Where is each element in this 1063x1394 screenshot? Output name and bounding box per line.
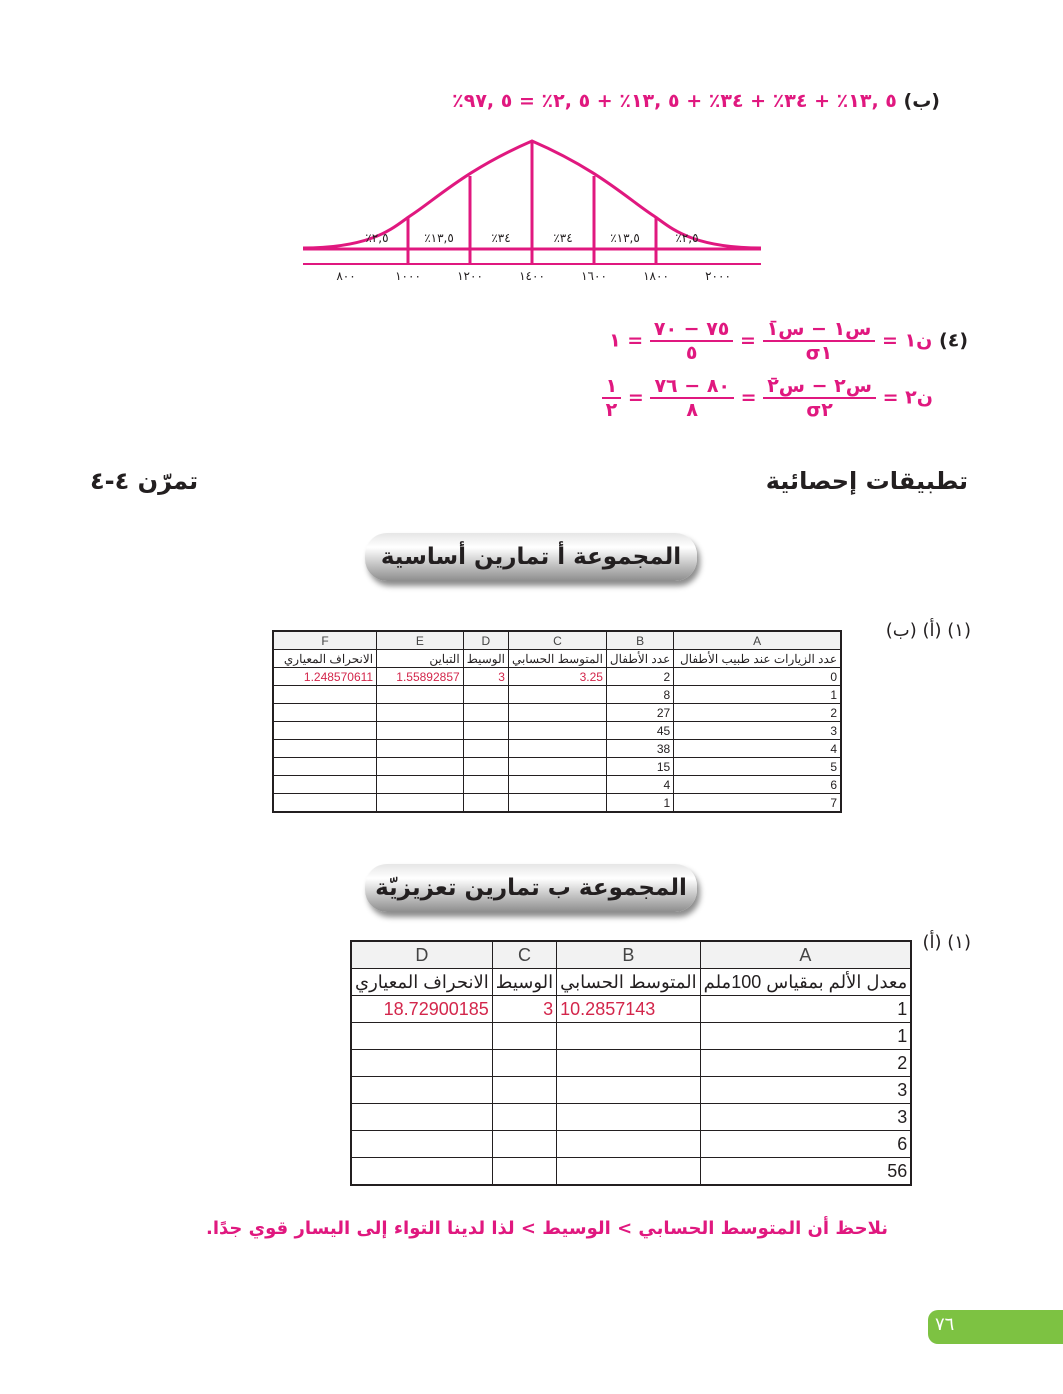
col-letter-A[interactable]: A <box>700 941 911 969</box>
z1-sub-denominator: ٥ <box>685 342 698 364</box>
z1-sub-numerator: ٧٥ − ٧٠ <box>650 318 734 342</box>
table-row <box>273 686 841 704</box>
table-row <box>273 758 841 776</box>
table-row <box>351 1023 911 1050</box>
table-row <box>351 1158 911 1186</box>
bell-segment-label: ٪٣٤ <box>553 231 573 245</box>
cell-A[interactable]: 1 <box>674 686 841 704</box>
cell-median[interactable]: 3 <box>463 668 508 686</box>
cell-empty[interactable] <box>273 686 377 704</box>
col-letter-F[interactable]: F <box>273 631 377 650</box>
cell-empty[interactable] <box>557 1023 700 1050</box>
z2-numerator: س٢ − س̄٢ <box>763 375 876 399</box>
cell-empty[interactable] <box>351 1077 492 1104</box>
col-letter-B[interactable]: B <box>606 631 673 650</box>
z2-result-fraction <box>602 375 622 421</box>
header-mean[interactable]: المتوسط الحسابي <box>557 969 700 996</box>
z2-result-numerator: ١ <box>602 375 622 399</box>
column-letters-row <box>273 631 841 650</box>
z1-numerator: س١ − س̄١ <box>763 318 876 342</box>
bell-segment-label: ٪٢,٥ <box>365 231 389 245</box>
item4-label: (٤) <box>939 329 968 352</box>
z2-fraction <box>763 375 876 421</box>
exercise-label: تمرّن ٤-٤ <box>90 467 199 495</box>
cell-empty[interactable] <box>351 1104 492 1131</box>
cell-B[interactable]: 4 <box>606 776 673 794</box>
table-row <box>273 794 841 813</box>
cell-empty[interactable] <box>463 794 508 813</box>
cell-empty[interactable] <box>492 1050 556 1077</box>
cell-empty[interactable] <box>463 776 508 794</box>
cell-A[interactable]: 6 <box>674 776 841 794</box>
bell-axis-tick-label: ١٠٠٠ <box>395 269 421 283</box>
cell-empty[interactable] <box>351 1050 492 1077</box>
cell-A[interactable]: 0 <box>674 668 841 686</box>
column-letters-row <box>351 941 911 969</box>
z2-denominator: σ٢ <box>806 399 833 421</box>
cell-empty[interactable] <box>508 704 606 722</box>
cell-empty[interactable] <box>273 722 377 740</box>
table-row <box>273 776 841 794</box>
cell-empty[interactable] <box>557 1077 700 1104</box>
cell-std-dev[interactable]: 18.72900185 <box>351 996 492 1023</box>
cell-empty[interactable] <box>377 722 464 740</box>
col-letter-B[interactable]: B <box>557 941 700 969</box>
header-mean[interactable]: المتوسط الحسابي <box>508 650 606 668</box>
cell-A[interactable]: 1 <box>700 1023 911 1050</box>
cell-mean[interactable]: 3.25 <box>508 668 606 686</box>
cell-A[interactable]: 56 <box>700 1158 911 1186</box>
cell-empty[interactable] <box>557 1104 700 1131</box>
group-a-banner: المجموعة أ تمارين أساسية <box>365 533 697 581</box>
table-row <box>351 1104 911 1131</box>
z1-denominator: σ١ <box>805 342 833 364</box>
cell-empty[interactable] <box>463 686 508 704</box>
cell-empty[interactable] <box>492 1158 556 1186</box>
cell-A[interactable]: 1 <box>700 996 911 1023</box>
cell-empty[interactable] <box>377 686 464 704</box>
header-visits[interactable]: عدد الزيارات عند طبيب الأطفال <box>674 650 841 668</box>
header-median[interactable]: الوسيط <box>492 969 556 996</box>
cell-empty[interactable] <box>351 1158 492 1186</box>
bell-axis-tick-label: ١٤٠٠ <box>519 269 545 283</box>
bell-segment-label: ٪٣٤ <box>491 231 511 245</box>
cell-empty[interactable] <box>557 1050 700 1077</box>
cell-B[interactable]: 1 <box>606 794 673 813</box>
header-row <box>351 969 911 996</box>
section-title: تطبيقات إحصائية <box>765 467 968 495</box>
spreadsheet-group-b <box>350 940 912 1186</box>
bell-axis-tick-label: ٢٠٠٠ <box>705 269 731 283</box>
z2-lhs: ن٢ = <box>882 386 933 409</box>
cell-A[interactable]: 3 <box>700 1077 911 1104</box>
equals-sign: = <box>740 329 756 352</box>
cell-empty[interactable] <box>492 1023 556 1050</box>
header-children-count[interactable]: عدد الأطفال <box>606 650 673 668</box>
header-std-dev[interactable]: الانحراف المعياري <box>273 650 377 668</box>
group-a-item-label: (١) (أ) (ب) <box>885 620 971 641</box>
header-pain-rate[interactable]: معدل الألم بمقياس 100ملم <box>700 969 911 996</box>
group-b-banner: المجموعة ب تمارين تعزيزيّة <box>365 864 697 912</box>
header-variance[interactable]: التباين <box>377 650 464 668</box>
cell-empty[interactable] <box>557 1158 700 1186</box>
z1-sub-fraction <box>650 318 734 364</box>
cell-empty[interactable] <box>273 776 377 794</box>
z-score-formula-2 <box>602 375 933 421</box>
cell-empty[interactable] <box>351 1023 492 1050</box>
cell-empty[interactable] <box>463 704 508 722</box>
cell-empty[interactable] <box>492 1077 556 1104</box>
bell-axis-tick-label: ١٦٠٠ <box>581 269 607 283</box>
skewness-note: نلاحظ أن المتوسط الحسابي > الوسيط > لذا لدينا التواء إلى اليسار قوي جدًا. <box>205 1218 888 1239</box>
cell-empty[interactable] <box>377 758 464 776</box>
part-b-percent-sum: ٥ ,١٣٪ + ٣٤٪ + ٣٤٪ + ٥ ,١٣٪ + ٥ ,٢٪ = ٥ ,٩٧٪ <box>452 90 897 112</box>
cell-A[interactable]: 3 <box>674 722 841 740</box>
cell-A[interactable]: 7 <box>674 794 841 813</box>
z2-sub-numerator: ٨٠ − ٧٦ <box>650 375 734 399</box>
equals-sign: = <box>740 386 757 409</box>
cell-empty[interactable] <box>377 704 464 722</box>
equals-sign: = <box>627 386 644 409</box>
cell-A[interactable]: 5 <box>674 758 841 776</box>
cell-empty[interactable] <box>273 758 377 776</box>
z-score-formula-1 <box>609 318 968 364</box>
cell-empty[interactable] <box>463 740 508 758</box>
cell-B[interactable]: 8 <box>606 686 673 704</box>
cell-empty[interactable] <box>492 1131 556 1158</box>
cell-empty[interactable] <box>508 686 606 704</box>
normal-distribution-curve <box>295 130 765 285</box>
cell-std-dev[interactable]: 1.248570611 <box>273 668 377 686</box>
col-letter-C[interactable]: C <box>508 631 606 650</box>
cell-empty[interactable] <box>557 1131 700 1158</box>
cell-empty[interactable] <box>463 758 508 776</box>
bell-segment-label: ٪٢,٥ <box>675 231 699 245</box>
cell-mean[interactable]: 10.2857143 <box>557 996 700 1023</box>
cell-A[interactable]: 4 <box>674 740 841 758</box>
header-std-dev[interactable]: الانحراف المعياري <box>351 969 492 996</box>
bell-segment-label: ٪١٣,٥ <box>610 231 640 245</box>
table-row <box>273 740 841 758</box>
part-b-line <box>452 90 940 112</box>
bell-segment-label: ٪١٣,٥ <box>424 231 454 245</box>
spreadsheet-group-a <box>272 630 842 813</box>
cell-empty[interactable] <box>463 722 508 740</box>
group-b-item-label: (١) (أ) <box>922 932 971 953</box>
cell-empty[interactable] <box>508 740 606 758</box>
cell-empty[interactable] <box>273 740 377 758</box>
table-row <box>351 1131 911 1158</box>
header-row <box>273 650 841 668</box>
cell-A[interactable]: 3 <box>700 1104 911 1131</box>
z2-sub-denominator: ٨ <box>686 399 699 421</box>
z2-result-denominator: ٢ <box>605 399 618 421</box>
table-row <box>351 1050 911 1077</box>
cell-empty[interactable] <box>377 794 464 813</box>
col-letter-D[interactable]: D <box>463 631 508 650</box>
cell-empty[interactable] <box>377 740 464 758</box>
cell-empty[interactable] <box>508 794 606 813</box>
col-letter-C[interactable]: C <box>492 941 556 969</box>
cell-median[interactable]: 3 <box>492 996 556 1023</box>
table-row <box>351 1077 911 1104</box>
table-row <box>273 722 841 740</box>
z1-fraction <box>763 318 876 364</box>
cell-empty[interactable] <box>273 794 377 813</box>
col-letter-A[interactable]: A <box>674 631 841 650</box>
cell-empty[interactable] <box>508 758 606 776</box>
cell-A[interactable]: 6 <box>700 1131 911 1158</box>
z1-result: = ١ <box>609 329 644 352</box>
cell-A[interactable]: 2 <box>700 1050 911 1077</box>
table-row <box>273 668 841 686</box>
cell-empty[interactable] <box>508 776 606 794</box>
col-letter-E[interactable]: E <box>377 631 464 650</box>
cell-A[interactable]: 2 <box>674 704 841 722</box>
part-b-label: (ب) <box>903 90 940 112</box>
table-row <box>273 704 841 722</box>
cell-empty[interactable] <box>377 776 464 794</box>
cell-empty[interactable] <box>492 1104 556 1131</box>
cell-B[interactable]: 15 <box>606 758 673 776</box>
header-median[interactable]: الوسيط <box>463 650 508 668</box>
cell-B[interactable]: 2 <box>606 668 673 686</box>
table-row <box>351 996 911 1023</box>
cell-B[interactable]: 38 <box>606 740 673 758</box>
cell-empty[interactable] <box>273 704 377 722</box>
bell-axis-tick-label: ١٨٠٠ <box>643 269 669 283</box>
col-letter-D[interactable]: D <box>351 941 492 969</box>
cell-empty[interactable] <box>351 1131 492 1158</box>
cell-B[interactable]: 27 <box>606 704 673 722</box>
cell-B[interactable]: 45 <box>606 722 673 740</box>
z2-sub-fraction <box>650 375 734 421</box>
bell-axis-tick-label: ١٢٠٠ <box>457 269 483 283</box>
bell-axis-tick-label: ٨٠٠ <box>336 269 356 283</box>
page-number: ٧٦ <box>935 1314 955 1335</box>
cell-variance[interactable]: 1.55892857 <box>377 668 464 686</box>
cell-empty[interactable] <box>508 722 606 740</box>
z1-lhs: ن١ = <box>882 329 933 352</box>
